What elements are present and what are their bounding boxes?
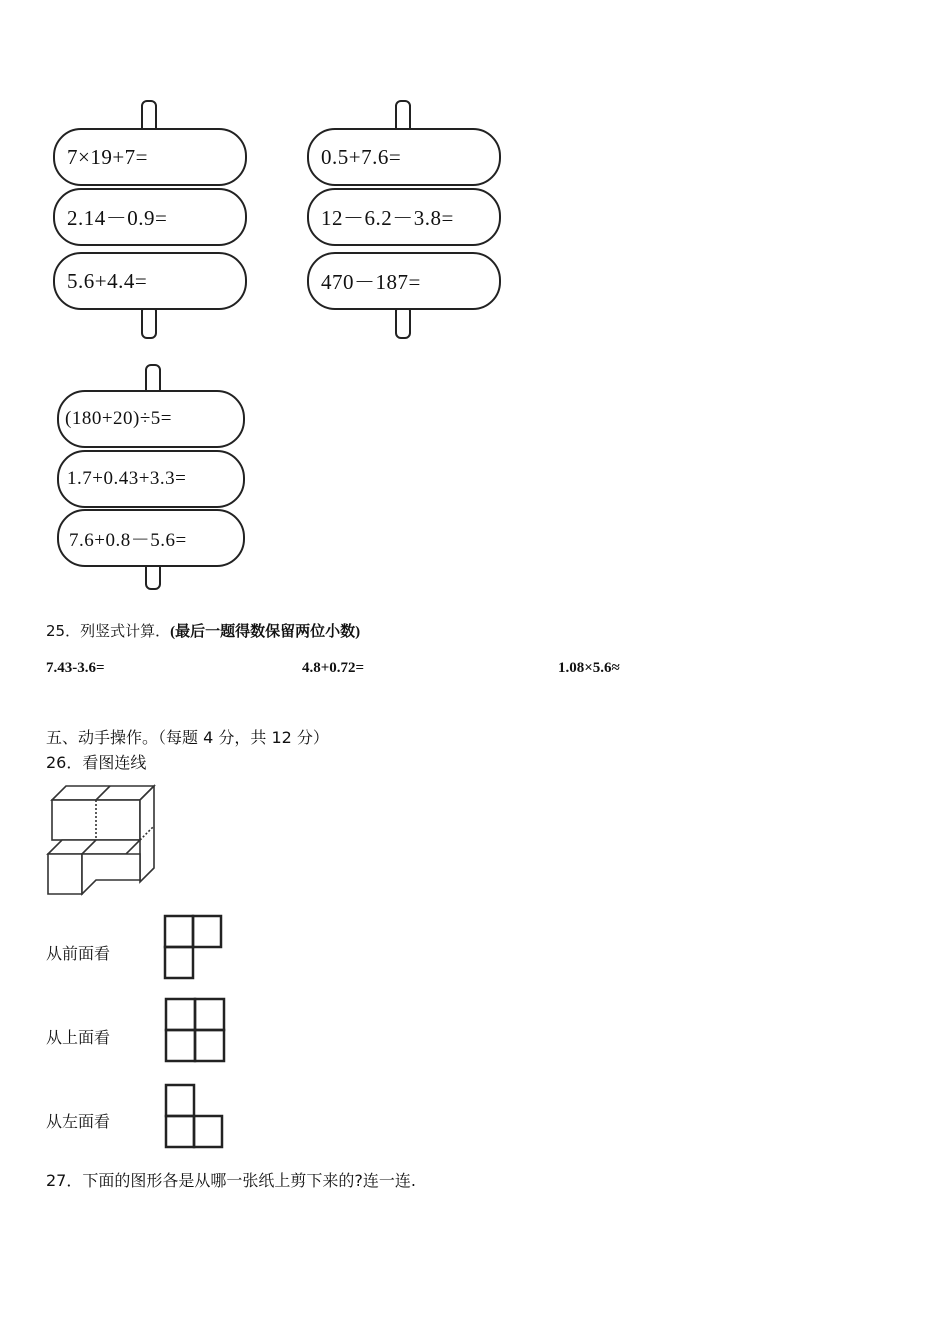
- view-label-left: 从左面看: [46, 1112, 111, 1131]
- section-5-title: 五、动手操作。（每题 4 分，共 12 分）: [46, 728, 329, 747]
- q25-title: 25．列竖式计算．: [46, 622, 171, 640]
- cube-stack-figure: [44, 782, 158, 897]
- q27-title: 27．下面的图形各是从哪一张纸上剪下来的?连一连.: [46, 1171, 416, 1190]
- skewer-item: 12－6.2－3.8=: [307, 188, 501, 246]
- front-view-grid: [163, 913, 225, 981]
- skewer-stick-bottom: [141, 305, 157, 339]
- q25-heading: [46, 620, 360, 641]
- skewer-item: 2.14－0.9=: [53, 188, 247, 246]
- skewer-2: [307, 100, 507, 340]
- skewer-3: [57, 364, 257, 589]
- left-view-grid: [163, 1082, 225, 1150]
- view-label-front: 从前面看: [46, 944, 111, 963]
- q25-problem-1: 7.43-3.6=: [46, 660, 105, 676]
- q25-note: (最后一题得数保留两位小数): [170, 624, 361, 640]
- skewer-item: 7×19+7=: [53, 128, 247, 186]
- skewer-item: 5.6+4.4=: [53, 252, 247, 310]
- skewer-item: 1.7+0.43+3.3=: [57, 450, 245, 508]
- skewer-item: 7.6+0.8－5.6=: [57, 509, 245, 567]
- skewer-item: (180+20)÷5=: [57, 390, 245, 448]
- q26-title: 26．看图连线: [46, 753, 147, 772]
- view-label-top: 从上面看: [46, 1028, 111, 1047]
- q25-problem-3: 1.08×5.6≈: [558, 660, 620, 676]
- skewer-stick-bottom: [395, 305, 411, 339]
- top-view-grid: [163, 996, 227, 1064]
- skewer-1: [53, 100, 253, 340]
- q25-problem-2: 4.8+0.72=: [302, 660, 365, 676]
- skewer-item: 470－187=: [307, 252, 501, 310]
- skewer-item: 0.5+7.6=: [307, 128, 501, 186]
